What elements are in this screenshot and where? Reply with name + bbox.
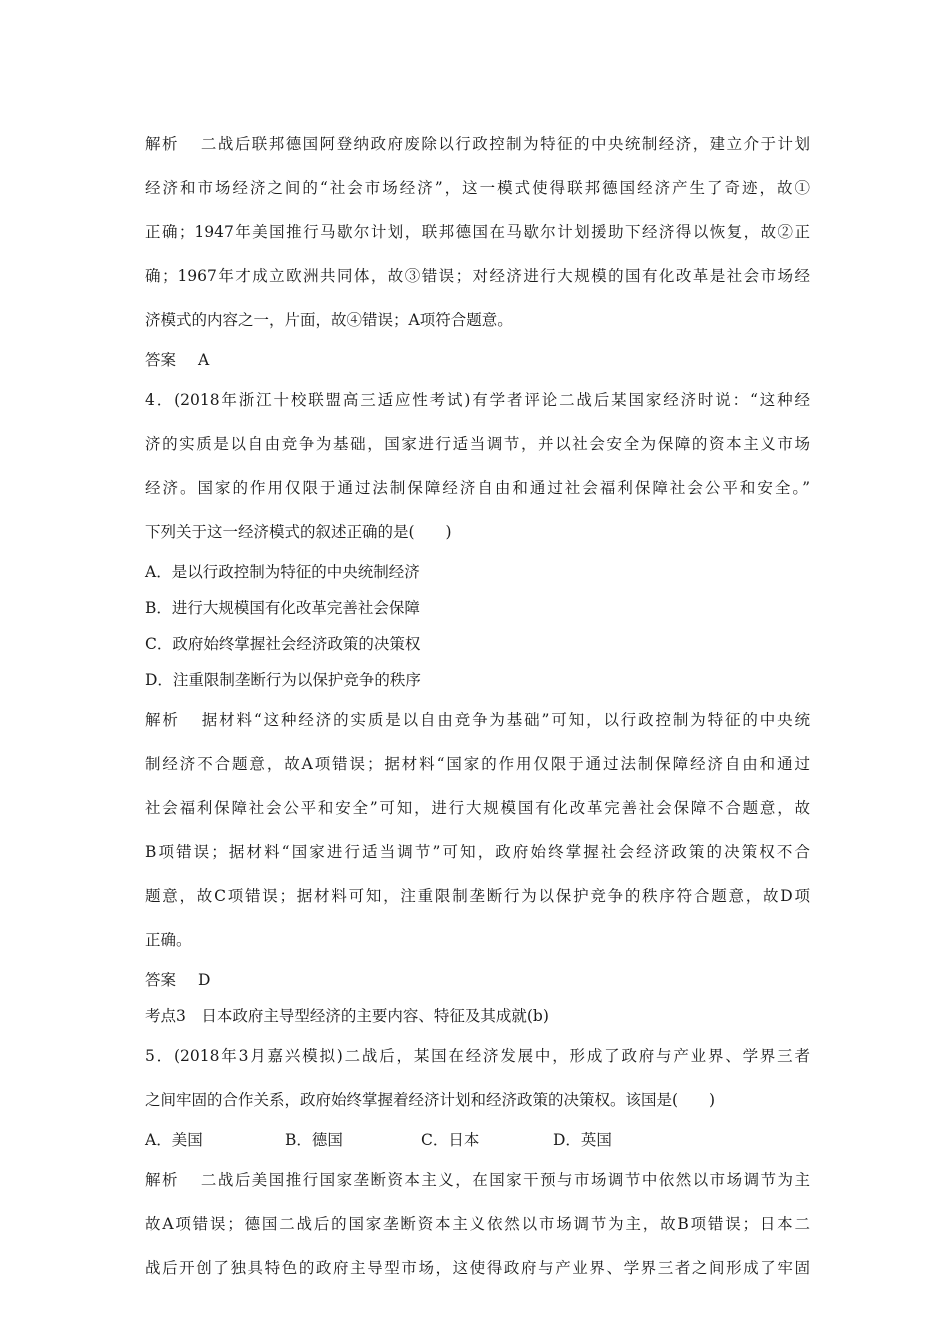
section-heading: 考点3 日本政府主导型经济的主要内容、特征及其成就(b) — [145, 1007, 549, 1025]
analysis-label: 解析 — [145, 1171, 179, 1189]
analysis-4 — [145, 698, 810, 962]
analysis-line: 济模式的内容之一，片面，故④错误；A项符合题意。 — [145, 311, 513, 329]
question-line: 4．(2018年浙江十校联盟高三适应性考试)有学者评论二战后某国家经济时说：“这种经 — [145, 391, 810, 409]
analysis-line: 题意，故C项错误；据材料可知，注重限制垄断行为以保护竞争的秩序符合题意，故D项 — [145, 887, 810, 905]
analysis-5 — [145, 1158, 810, 1290]
document-page — [145, 122, 810, 1290]
analysis-line: 确；1967年才成立欧洲共同体，故③错误；对经济进行大规模的国有化改革是社会市场经 — [145, 267, 810, 285]
answer-label: 答案 — [145, 971, 177, 989]
analysis-label: 解析 — [145, 135, 179, 153]
answer-label: 答案 — [145, 351, 177, 369]
option-a: A．美国 — [145, 1131, 203, 1149]
analysis-line: 社会福利保障社会公平和安全”可知，进行大规模国有化改革完善社会保障不合题意，故 — [145, 799, 810, 817]
analysis-line: 故A项错误；德国二战后的国家垄断资本主义依然以市场调节为主，故B项错误；日本二 — [145, 1215, 810, 1233]
analysis-line: 解析 据材料“这种经济的实质是以自由竞争为基础”可知，以行政控制为特征的中央统 — [145, 711, 810, 729]
option-b: B．德国 — [285, 1131, 343, 1149]
question-4 — [145, 378, 810, 698]
question-line: 经济。国家的作用仅限于通过法制保障经济自由和通过社会福利保障社会公平和安全。” — [145, 479, 810, 497]
option-d: D．注重限制垄断行为以保护竞争的秩序 — [145, 671, 421, 689]
option-c: C．日本 — [421, 1131, 480, 1149]
analysis-label: 解析 — [145, 711, 180, 729]
question-line: 之间牢固的合作关系，政府始终掌握着经济计划和经济政策的决策权。该国是( ) — [145, 1091, 716, 1109]
analysis-line: 战后开创了独具特色的政府主导型市场，这使得政府与产业界、学界三者之间形成了牢固 — [145, 1259, 810, 1277]
question-line: 济的实质是以自由竞争为基础，国家进行适当调节，并以社会安全为保障的资本主义市场 — [145, 435, 810, 453]
option-d: D．英国 — [553, 1131, 612, 1149]
question-5 — [145, 1034, 810, 1158]
analysis-line: 制经济不合题意，故A项错误；据材料“国家的作用仅限于通过法制保障经济自由和通过 — [145, 755, 810, 773]
analysis-line: 正确。 — [145, 931, 192, 949]
analysis-line: 解析 二战后美国推行国家垄断资本主义，在国家干预与市场调节中依然以市场调节为主 — [145, 1171, 810, 1189]
option-c: C．政府始终掌握社会经济政策的决策权 — [145, 635, 421, 653]
analysis-line: B项错误；据材料“国家进行适当调节”可知，政府始终掌握社会经济政策的决策权不合 — [145, 843, 810, 861]
question-line: 下列关于这一经济模式的叙述正确的是( ) — [145, 523, 452, 541]
analysis-3 — [145, 122, 810, 342]
analysis-line: 正确；1947年美国推行马歇尔计划，联邦德国在马歇尔计划援助下经济得以恢复，故②正 — [145, 223, 810, 241]
option-b: B．进行大规模国有化改革完善社会保障 — [145, 599, 420, 617]
option-a: A．是以行政控制为特征的中央统制经济 — [145, 563, 420, 581]
answer-value: D — [198, 971, 211, 989]
answer-value: A — [198, 351, 210, 369]
options-row — [145, 1122, 810, 1158]
analysis-line: 解析 二战后联邦德国阿登纳政府废除以行政控制为特征的中央统制经济，建立介于计划 — [145, 135, 810, 153]
question-line: 5．(2018年3月嘉兴模拟)二战后，某国在经济发展中，形成了政府与产业界、学界三者 — [145, 1047, 810, 1065]
answer-3 — [145, 342, 810, 378]
answer-4 — [145, 962, 810, 998]
analysis-line: 经济和市场经济之间的“社会市场经济”，这一模式使得联邦德国经济产生了奇迹，故① — [145, 179, 810, 197]
